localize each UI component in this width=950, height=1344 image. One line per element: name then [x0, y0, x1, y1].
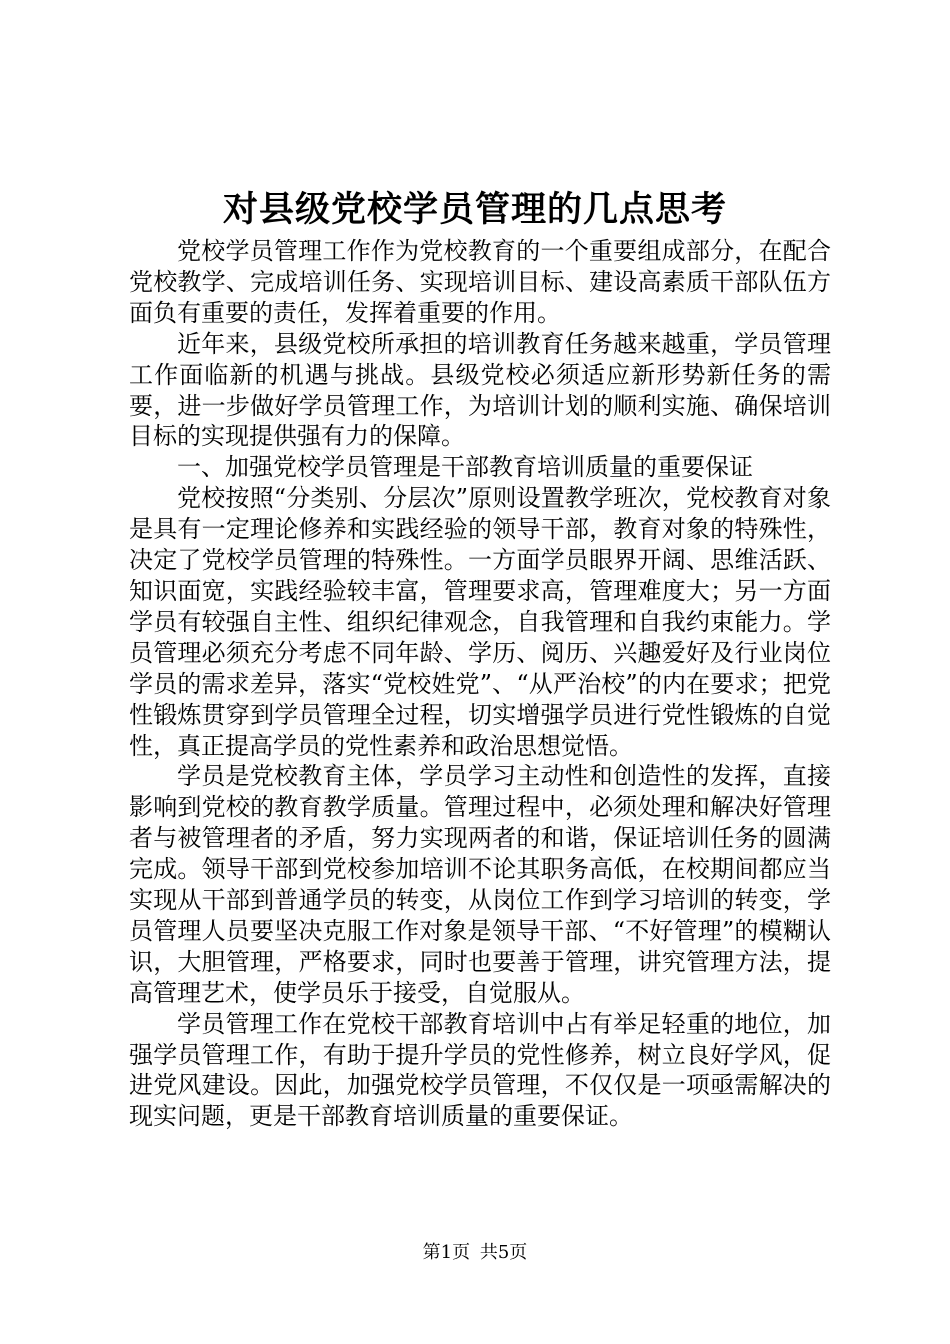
paragraph: 学员管理工作在党校干部教育培训中占有举足轻重的地位，加强学员管理工作，有助于提升学员的党性修养，树立良好学风，促进党风建设。因此，加强党校学员管理，不仅仅是一项亟需解决的现实问题，更是干部教育培训质量的重要保证。 — [129, 1009, 831, 1131]
paragraph: 党校学员管理工作作为党校教育的一个重要组成部分，在配合党校教学、完成培训任务、实现培训目标、建设高素质干部队伍方面负有重要的责任，发挥着重要的作用。 — [129, 237, 831, 327]
paragraph: 党校按照“分类别、分层次”原则设置教学班次，党校教育对象是具有一定理论修养和实践经验的领导干部，教育对象的特殊性，决定了党校学员管理的特殊性。一方面学员眼界开阔、思维活跃、知识面宽，实践经验较丰富，管理要求高，管理难度大；另一方面学员有较强自主性、组织纪律观念，自我管理和自我约束能力。学员管理必须充分考虑不同年龄、学历、阅历、兴趣爱好及行业岗位学员的需求差异，落实“党校姓党”、“从严治校”的内在要求；把党性锻炼贯穿到学员管理全过程，切实增强学员进行党性锻炼的自觉性，真正提高学员的党性素养和政治思想觉悟。 — [129, 484, 831, 760]
document-title: 对县级党校学员管理的几点思考 — [222, 189, 727, 230]
paragraph: 学员是党校教育主体，学员学习主动性和创造性的发挥，直接影响到党校的教育教学质量。管理过程中，必须处理和解决好管理者与被管理者的矛盾，努力实现两者的和谐，保证培训任务的圆满完成。领导干部到党校参加培训不论其职务高低，在校期间都应当实现从干部到普通学员的转变，从岗位工作到学习培训的转变，学员管理人员要坚决克服工作对象是领导干部、“不好管理”的模糊认识，大胆管理，严格要求，同时也要善于管理，讲究管理方法，提高管理艺术，使学员乐于接受，自觉服从。 — [129, 762, 831, 1007]
section-heading: 一、加强党校学员管理是干部教育培训质量的重要保证 — [177, 453, 753, 482]
page-number-footer: 第1页 共5页 — [422, 1242, 528, 1263]
document-body — [129, 236, 831, 1132]
paragraph: 近年来，县级党校所承担的培训教育任务越来越重，学员管理工作面临新的机遇与挑战。县级党校必须适应新形势新任务的需要，进一步做好学员管理工作，为培训计划的顺利实施、确保培训目标的实现提供强有力的保障。 — [129, 329, 831, 451]
